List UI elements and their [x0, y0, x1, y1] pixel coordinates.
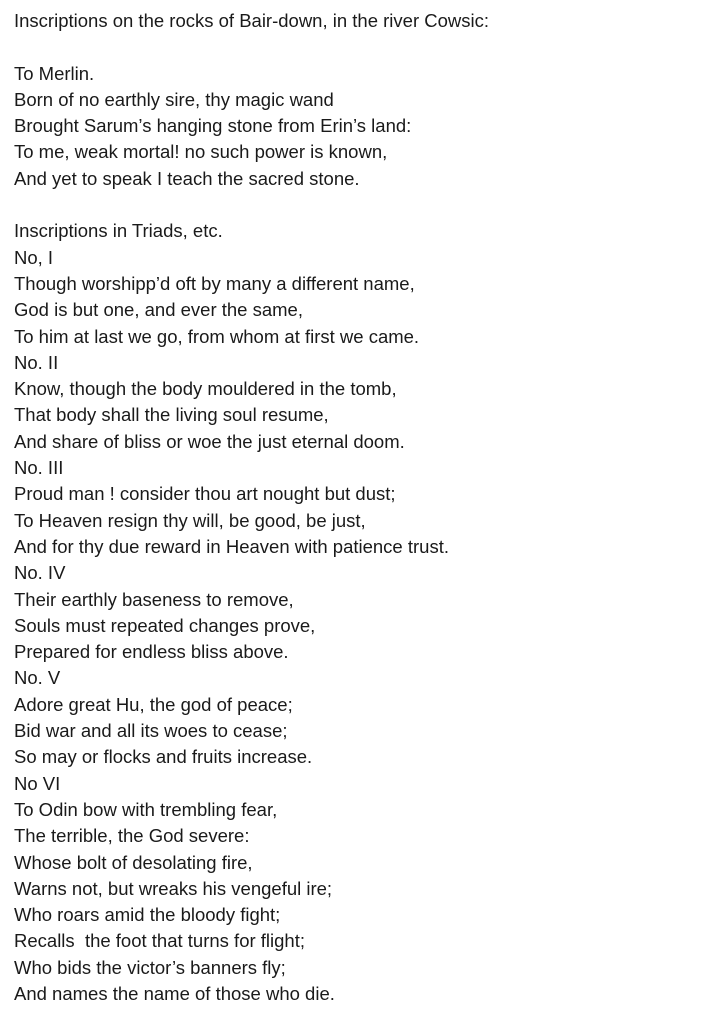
verse-line: Whose bolt of desolating fire,: [14, 851, 253, 873]
triad-number: No VI: [14, 772, 61, 794]
merlin-stanza: [14, 61, 704, 192]
verse-line: God is but one, and ever the same,: [14, 299, 303, 321]
verse-line: Warns not, but wreaks his vengeful ire;: [14, 877, 333, 899]
triad-number: No. II: [14, 351, 59, 373]
verse-line: And share of bliss or woe the just eternal doom.: [14, 430, 405, 452]
verse-line: And names the name of those who die.: [14, 982, 335, 1004]
triad-5: [14, 665, 704, 770]
verse-line: Brought Sarum’s hanging stone from Erin’s land:: [14, 115, 412, 137]
verse-line: To Heaven resign thy will, be good, be just,: [14, 509, 366, 531]
triad-number: No. III: [14, 457, 64, 479]
triads-section: [14, 218, 704, 1007]
triad-4: [14, 560, 704, 665]
triad-2: [14, 350, 704, 455]
verse-line: Proud man ! consider thou art nought but dust;: [14, 483, 396, 505]
triad-6: [14, 771, 704, 1008]
verse-line: The terrible, the God severe:: [14, 825, 250, 847]
triad-3: [14, 455, 704, 560]
triad-1: [14, 245, 704, 350]
verse-line: Who bids the victor’s banners fly;: [14, 956, 286, 978]
verse-line: So may or flocks and fruits increase.: [14, 746, 313, 768]
verse-line: That body shall the living soul resume,: [14, 404, 329, 426]
verse-line: Though worshipp’d oft by many a different name,: [14, 272, 415, 294]
document-heading: Inscriptions on the rocks of Bair-down, in the river Cowsic:: [14, 10, 490, 31]
blank-line: [14, 192, 704, 218]
verse-line: Prepared for endless bliss above.: [14, 641, 289, 663]
triad-number: No, I: [14, 246, 54, 268]
verse-line: Recalls the foot that turns for flight;: [14, 930, 306, 952]
triad-number: No. IV: [14, 562, 66, 584]
verse-line: Adore great Hu, the god of peace;: [14, 693, 293, 715]
verse-line: To him at last we go, from whom at first we came.: [14, 325, 420, 347]
blank-line: [14, 34, 704, 60]
verse-line: To Odin bow with trembling fear,: [14, 798, 278, 820]
stanza-title: To Merlin.: [14, 62, 95, 84]
section-heading: Inscriptions in Triads, etc.: [14, 220, 223, 242]
verse-line: Souls must repeated changes prove,: [14, 614, 316, 636]
verse-line: And for thy due reward in Heaven with patience trust.: [14, 535, 449, 557]
verse-line: Know, though the body mouldered in the tomb,: [14, 378, 397, 400]
verse-line: Born of no earthly sire, thy magic wand: [14, 88, 334, 110]
verse-line: Bid war and all its woes to cease;: [14, 720, 288, 742]
triad-number: No. V: [14, 667, 61, 689]
verse-line: To me, weak mortal! no such power is known,: [14, 141, 388, 163]
verse-line: And yet to speak I teach the sacred stone.: [14, 167, 360, 189]
document: [14, 8, 704, 1007]
verse-line: Who roars amid the bloody fight;: [14, 904, 281, 926]
verse-line: Their earthly baseness to remove,: [14, 588, 294, 610]
